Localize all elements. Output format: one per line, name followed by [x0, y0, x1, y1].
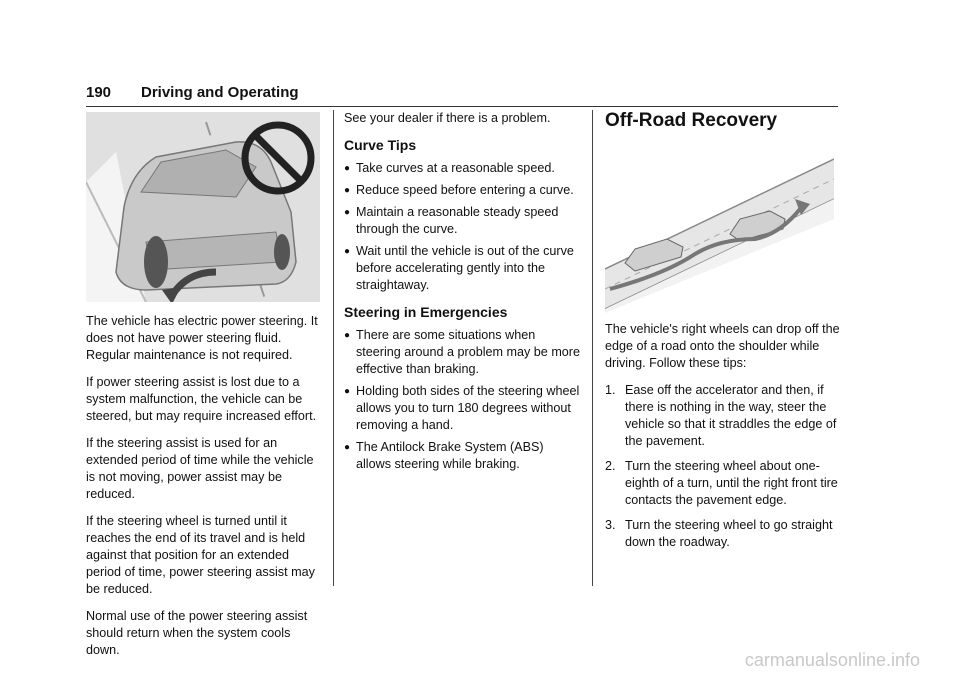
- paragraph: The vehicle has electric power steering. It does not have power steering fluid. Regular maintenance is not required.: [86, 314, 318, 362]
- column-2: [344, 110, 580, 478]
- curve-tips-list: [344, 160, 580, 294]
- emergencies-heading: Steering in Emergencies: [344, 304, 508, 320]
- off-road-recovery-heading: Off-Road Recovery: [605, 110, 778, 131]
- emergencies-list: [344, 327, 580, 473]
- list-item: 1. Ease off the accelerator and then, if there is nothing in the way, steer the vehicle so that it straddles the edge of the pavement.: [605, 383, 837, 448]
- list-item: ● Maintain a reasonable steady speed through the curve.: [344, 205, 559, 236]
- column-3: [605, 112, 841, 559]
- list-item: ● There are some situations when steering around a problem may be more effective than braking.: [344, 328, 581, 376]
- no-symbol-icon: [240, 120, 316, 196]
- paragraph: If the steering assist is used for an extended period of time while the vehicle is not moving, power assist may be reduced.: [86, 436, 314, 501]
- section-title: Driving and Operating: [141, 84, 299, 101]
- dealer-note: See your dealer if there is a problem.: [344, 111, 551, 125]
- bullet-icon: ●: [344, 442, 351, 453]
- curve-tips-heading: Curve Tips: [344, 137, 417, 153]
- column-divider: [592, 110, 593, 586]
- page-number: 190: [86, 84, 112, 101]
- page-header: [86, 84, 838, 107]
- watermark: carmanualsonline.info: [744, 650, 920, 670]
- paragraph: If the steering wheel is turned until it reaches the end of its travel and is held against that position for an extended period of time, power steering assist may be reduced.: [86, 514, 315, 596]
- list-item: ● Reduce speed before entering a curve.: [344, 183, 574, 197]
- list-item: ● The Antilock Brake System (ABS) allows steering while braking.: [344, 440, 544, 471]
- list-item: 3. Turn the steering wheel to go straight down the roadway.: [605, 518, 833, 549]
- recovery-steps: [605, 382, 841, 551]
- bullet-icon: ●: [344, 246, 351, 257]
- list-item: 2. Turn the steering wheel about one-eighth of a turn, until the right front tire contacts the pavement edge.: [605, 459, 838, 507]
- list-item: ● Holding both sides of the steering wheel allows you to turn 180 degrees without removing a hand.: [344, 384, 580, 432]
- paragraph: Normal use of the power steering assist should return when the system cools down.: [86, 609, 308, 657]
- off-road-recovery-illustration: [605, 139, 834, 313]
- bullet-icon: ●: [344, 163, 351, 174]
- paragraph: If power steering assist is lost due to a system malfunction, the vehicle can be steered, but may require increased effort.: [86, 375, 317, 423]
- column-1: [86, 112, 322, 669]
- bullet-icon: ●: [344, 386, 351, 397]
- bullet-icon: ●: [344, 207, 351, 218]
- bullet-icon: ●: [344, 330, 351, 341]
- steering-illustration: [86, 112, 320, 302]
- bullet-icon: ●: [344, 185, 351, 196]
- list-item: ● Wait until the vehicle is out of the curve before accelerating gently into the straightaway.: [344, 244, 574, 292]
- list-item: ● Take curves at a reasonable speed.: [344, 161, 555, 175]
- column-divider: [333, 110, 334, 586]
- recovery-intro: The vehicle's right wheels can drop off the edge of a road onto the shoulder while driving. Follow these tips:: [605, 322, 840, 370]
